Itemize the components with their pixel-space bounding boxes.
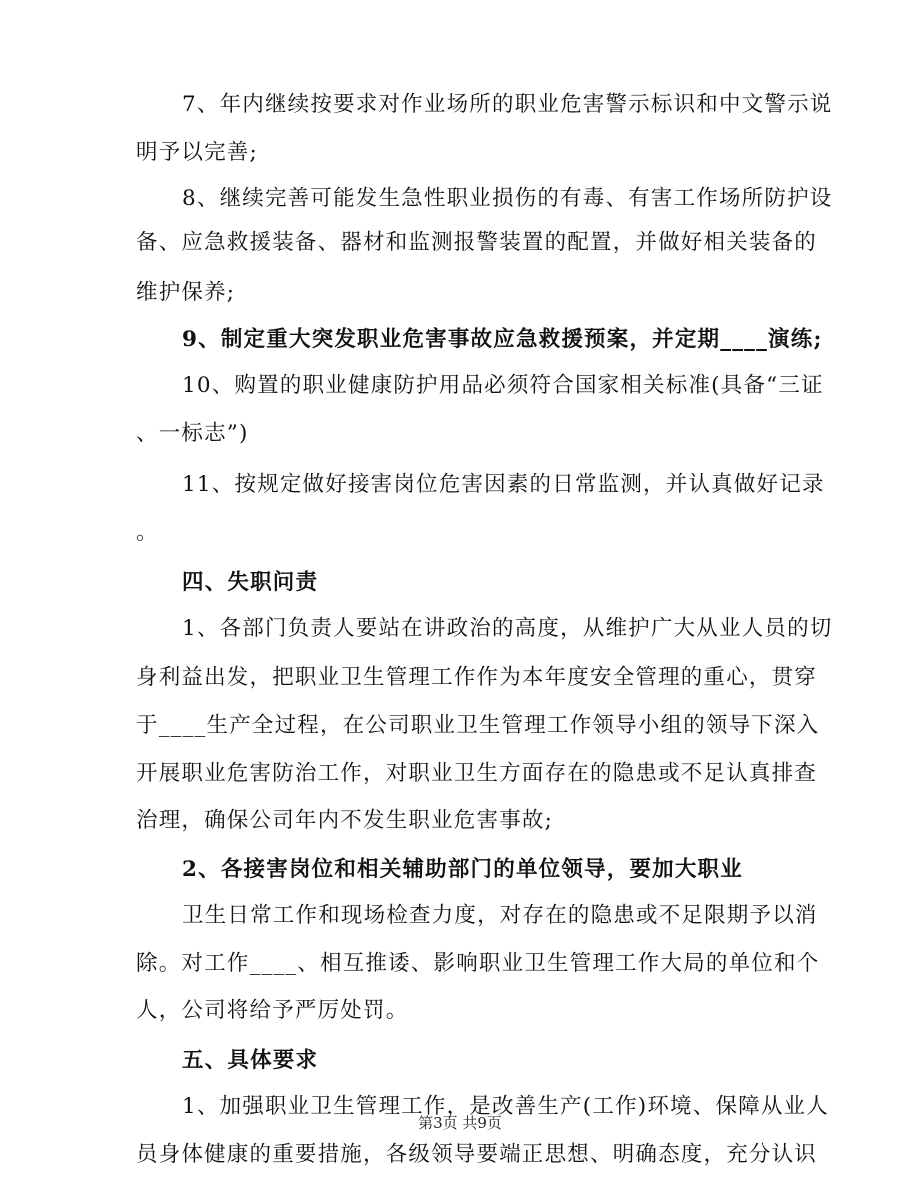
- text-line: 于____生产全过程，在公司职业卫生管理工作领导小组的领导下深入: [136, 713, 820, 738]
- text-line: 1、各部门负责人要站在讲政治的高度，从维护广大从业人员的切: [182, 616, 833, 641]
- text-line: 备、应急救援装备、器材和监测报警装置的配置，并做好相关装备的: [136, 230, 818, 255]
- text-line: 人，公司将给予严厉处罚。: [136, 998, 409, 1023]
- text-line: 。: [136, 520, 159, 545]
- text-line: 8、继续完善可能发生急性职业损伤的有毒、有害工作场所防护设: [182, 186, 833, 211]
- text-line: 治理，确保公司年内不发生职业危害事故;: [136, 808, 554, 833]
- text-line: 、一标志”): [136, 421, 249, 446]
- text-line: 11、按规定做好接害岗位危害因素的日常监测，并认真做好记录: [182, 472, 825, 497]
- section-heading: 五、具体要求: [182, 1048, 319, 1073]
- text-line: 卫生日常工作和现场检查力度，对存在的隐患或不足限期予以消: [182, 903, 818, 928]
- text-line: 10、购置的职业健康防护用品必须符合国家相关标准(具备“三证: [182, 373, 824, 398]
- text-line: 员身体健康的重要措施，各级领导要端正思想、明确态度，充分认识: [136, 1142, 818, 1167]
- text-line: 开展职业危害防治工作，对职业卫生方面存在的隐患或不足认真排查: [136, 761, 818, 786]
- section-heading: 四、失职问责: [182, 570, 319, 595]
- text-line: 2、各接害岗位和相关辅助部门的单位领导，要加大职业: [182, 857, 743, 882]
- text-line: 明予以完善;: [136, 140, 258, 165]
- text-line: 维护保养;: [136, 280, 236, 305]
- page-number-footer: 第3页 共9页: [418, 1114, 502, 1132]
- text-line: 身利益出发，把职业卫生管理工作作为本年度安全管理的重心，贯穿: [136, 665, 818, 690]
- text-line: 9、制定重大突发职业危害事故应急救援预案，并定期____演练;: [182, 327, 823, 352]
- text-line: 除。对工作____、相互推诿、影响职业卫生管理工作大局的单位和个: [136, 951, 820, 976]
- text-line: 1、加强职业卫生管理工作，是改善生产(工作)环境、保障从业人: [182, 1094, 829, 1119]
- text-line: 7、年内继续按要求对作业场所的职业危害警示标识和中文警示说: [182, 92, 833, 117]
